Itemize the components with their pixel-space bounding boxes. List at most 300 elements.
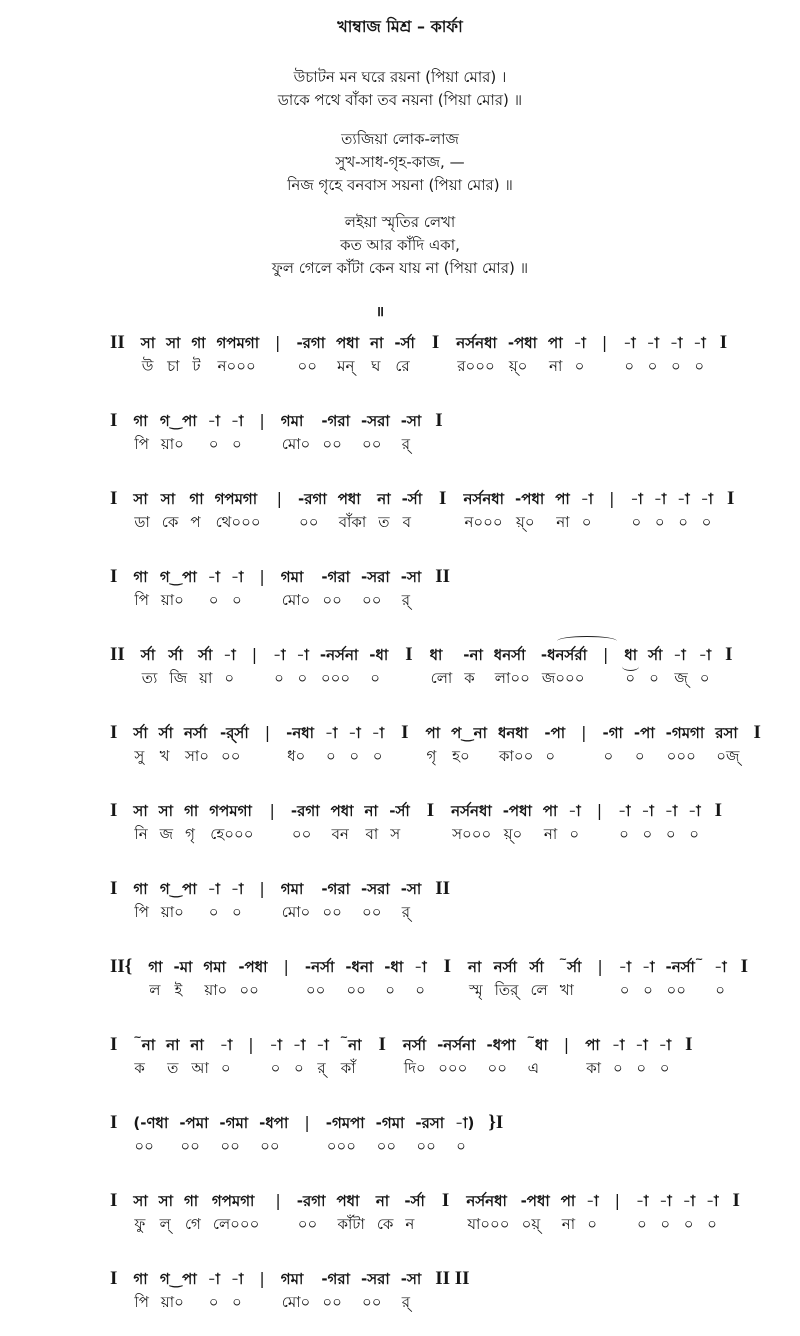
note-text: ~ধা: [526, 1032, 548, 1054]
note-cell: [133, 723, 147, 766]
note-cell: [430, 645, 453, 688]
note-cell: [231, 1269, 243, 1312]
note-cell: [642, 801, 654, 844]
grace-note-mark: ~: [339, 1032, 349, 1043]
bar-line: |: [275, 1191, 281, 1210]
lyric-syllable: বন: [331, 825, 349, 843]
lyric-syllable: ০০: [666, 981, 686, 999]
lyric-syllable: র্: [317, 1059, 326, 1077]
lyric-syllable: যা০০০: [467, 1215, 510, 1233]
lyric-syllable: পি: [134, 435, 149, 453]
note-cell: [647, 333, 659, 376]
lyric-syllable: ০০: [260, 1137, 280, 1155]
note-text: -া: [273, 646, 286, 664]
note-text: না: [166, 1036, 180, 1054]
note-cell: [401, 567, 421, 610]
note-cell: [361, 411, 390, 454]
note-cell: [270, 1035, 282, 1078]
bar-line: |: [259, 567, 265, 586]
notation-line: [110, 954, 800, 1000]
lyric-syllable: ০: [349, 747, 360, 765]
lyric-syllable: য়্০: [508, 357, 528, 375]
lyric-syllable: র্: [401, 1293, 411, 1311]
note-cell: [160, 1269, 197, 1312]
lyric-syllable: র্: [401, 435, 411, 453]
note-cell: [365, 801, 379, 844]
note-text: ধনধা: [497, 724, 529, 742]
lyric-syllable: ০: [671, 357, 681, 375]
note-cell: [376, 1113, 405, 1156]
note-cell: [189, 489, 203, 532]
note-text: পা: [555, 490, 570, 508]
note-text: র্সা: [168, 646, 183, 664]
note-cell: [543, 801, 558, 844]
note-text: র্সা: [158, 724, 173, 742]
lyric-syllable: ০০: [220, 1137, 240, 1155]
note-cell: [160, 567, 197, 610]
lyric-syllable: য়া০: [204, 981, 228, 999]
line-end-marker: II II: [435, 1268, 470, 1289]
note-text: -নর্সনা: [319, 646, 359, 664]
bar-line: |: [283, 957, 289, 976]
note-text: -গমগা: [665, 724, 705, 742]
note-cell: [208, 411, 220, 454]
note-text: -া: [325, 724, 338, 742]
note-cell: [281, 1269, 311, 1312]
lyric-syllable: সা০: [184, 747, 209, 765]
note-text: -া: [653, 490, 667, 508]
lyric-syllable: ০০: [362, 435, 382, 453]
lyric-syllable: না: [543, 825, 558, 843]
lyric-syllable: দি০: [403, 1059, 426, 1077]
note-text: গা: [191, 334, 206, 352]
note-cell: [345, 957, 373, 1000]
lyric-syllable: বাঁকা: [338, 513, 367, 531]
line-start-marker: I: [110, 1268, 118, 1289]
lyric-syllable: ০: [636, 1059, 647, 1077]
note-text: -া: [568, 802, 581, 820]
notation-line: [110, 801, 800, 844]
lyric-line: ত্যজিয়া লোক-লাজ: [341, 130, 459, 148]
note-cell: [286, 723, 314, 766]
note-cell: [198, 645, 212, 688]
note-cell: [305, 957, 334, 1000]
note-text: -া: [682, 1192, 696, 1210]
lyric-syllable: গৃ: [185, 825, 195, 843]
note-cell: [463, 645, 483, 688]
note-text: -সা: [400, 1270, 422, 1288]
note-cell: [133, 411, 148, 454]
note-text: নর্সনধা: [463, 490, 505, 508]
lyric-syllable: য়া০: [160, 1293, 184, 1311]
lyric-syllable: ০: [715, 981, 726, 999]
lyric-syllable: উ: [141, 357, 154, 375]
note-text: র্সা: [648, 646, 663, 664]
note-cell: [217, 333, 260, 376]
note-cell: [184, 1191, 201, 1234]
section-marker: I: [426, 800, 435, 821]
notation-line: [110, 411, 800, 454]
note-text: -া: [636, 1192, 649, 1210]
note-text: নর্সা: [183, 724, 208, 742]
note-text: -র্সা: [404, 1192, 425, 1210]
line-start-marker: I: [110, 1190, 118, 1211]
verse-separator-mark: ॥: [375, 304, 385, 320]
lyric-syllable: কাঁ: [340, 1059, 356, 1077]
lyric-syllable: খা: [559, 981, 574, 999]
lyric-syllable: পি: [134, 903, 149, 921]
note-text: -া: [371, 724, 385, 742]
lyric-syllable: না: [556, 513, 570, 531]
note-cell: [220, 1035, 232, 1078]
note-cell: [209, 801, 253, 844]
note-cell: [555, 489, 570, 532]
note-cell: [612, 1035, 624, 1078]
note-cell: [336, 333, 359, 376]
note-text: -পধা: [520, 1192, 550, 1210]
note-text: -র্সা: [401, 490, 423, 508]
note-text: -গরা: [321, 880, 350, 898]
note-cell: [325, 723, 337, 766]
grace-note-mark: ~: [133, 1032, 142, 1043]
lyric-syllable: লো: [430, 669, 453, 687]
note-text: গা: [133, 880, 148, 898]
notation-line: [110, 645, 800, 688]
note-text: -া: [207, 1270, 221, 1288]
lyric-syllable: কা: [586, 1059, 602, 1077]
note-text: -া: [316, 1036, 329, 1054]
note-cell: [456, 333, 497, 376]
note-text: -না: [463, 646, 483, 664]
note-cell: [208, 879, 220, 922]
note-cell: [494, 957, 519, 1000]
lyric-syllable: ০: [659, 1059, 670, 1077]
lyric-syllable: ০: [654, 513, 665, 531]
note-cell: [466, 1191, 509, 1234]
note-text: র্সা: [140, 646, 156, 664]
lyric-syllable: ০০: [299, 513, 319, 531]
lyric-syllable: ০০০: [666, 747, 696, 765]
bar-line: |: [259, 879, 265, 898]
note-cell: [402, 489, 422, 532]
note-text: সা: [166, 334, 181, 352]
lyric-line: সুখ-সাধ-গৃহ-কাজ, —: [335, 153, 465, 171]
lyric-syllable: ল্: [159, 1215, 171, 1233]
note-text: -গমপা: [325, 1114, 365, 1132]
lyric-syllable: লা০০: [494, 669, 530, 687]
note-text: পধা: [336, 1192, 360, 1210]
lyric-syllable: য়া০: [160, 435, 184, 453]
note-cell: [133, 1032, 156, 1078]
note-cell: [133, 567, 148, 610]
note-cell: [659, 1035, 671, 1078]
note-cell: [297, 645, 309, 688]
note-text: -র্র্সা: [219, 724, 249, 742]
page-title: খাম্বাজ মিশ্র – কার্ফা: [337, 17, 463, 36]
note-text: সা: [133, 802, 148, 820]
note-text: -পধা: [515, 490, 545, 508]
note-cell: [521, 1191, 550, 1234]
note-cell: [508, 333, 537, 376]
note-text: -া: [673, 646, 686, 664]
note-text: সা: [158, 802, 173, 820]
note-cell: [321, 411, 350, 454]
note-text: গ‿পা: [159, 568, 197, 586]
note-text: পা: [548, 334, 563, 352]
note-cell: [133, 879, 148, 922]
note-cell: [336, 1191, 364, 1234]
bar-line: |: [597, 957, 603, 976]
note-text: -পা: [633, 724, 655, 742]
lyric-syllable: ০: [208, 1293, 219, 1311]
lyric-syllable: ন: [405, 1215, 415, 1233]
line-end-marker: I: [740, 956, 749, 977]
note-text: -সরা: [361, 1270, 390, 1288]
note-cell: [231, 567, 243, 610]
note-text: নর্সা: [402, 1036, 427, 1054]
lyric-syllable: মো০: [281, 903, 311, 921]
note-cell: [544, 723, 565, 766]
note-cell: [665, 801, 677, 844]
note-cell: [503, 801, 532, 844]
lyric-syllable: ০: [678, 513, 688, 531]
note-cell: [603, 723, 623, 766]
lyric-syllable: ০: [699, 669, 710, 687]
note-text: গপমগা: [211, 1192, 255, 1210]
note-cell: [389, 801, 409, 844]
note-text: -গরা: [321, 1270, 350, 1288]
lyric-syllable: ০: [274, 669, 284, 687]
note-cell: [714, 957, 726, 1000]
bar-line: |: [259, 1269, 265, 1288]
lyric-syllable: মো০: [281, 591, 311, 609]
lyric-syllable: ০: [660, 1215, 671, 1233]
note-cell: [320, 645, 358, 688]
lyric-syllable: ক: [134, 1059, 145, 1077]
line-start-marker: II: [110, 332, 125, 353]
note-cell: [688, 801, 700, 844]
note-text: র্সা: [133, 724, 148, 742]
note-text: -া: [618, 958, 632, 976]
note-text: গমা: [280, 568, 304, 586]
note-cell: [133, 1113, 168, 1156]
note-cell: [331, 801, 354, 844]
note-cell: [624, 645, 637, 688]
note-cell: [159, 723, 173, 766]
note-text: -া: [688, 802, 701, 820]
note-text: -মা: [173, 958, 193, 976]
note-cell: [166, 1035, 179, 1078]
note-cell: [326, 1113, 365, 1156]
note-cell: [231, 879, 243, 922]
note-cell: [168, 645, 187, 688]
note-cell: [281, 879, 311, 922]
note-cell: [203, 957, 227, 1000]
note-cell: [321, 567, 350, 610]
note-text: গপমগা: [214, 490, 258, 508]
note-text: না: [468, 958, 482, 976]
note-text: গা: [189, 490, 204, 508]
note-cell: [372, 723, 384, 766]
note-cell: [212, 1191, 260, 1234]
note-cell: [160, 411, 197, 454]
note-cell: [238, 957, 267, 1000]
lyric-syllable: ০: [372, 747, 383, 765]
note-text: -া: [207, 880, 221, 898]
notation-line: [110, 333, 800, 376]
bar-line: |: [614, 1191, 621, 1210]
lyric-syllable: ০০০: [320, 669, 351, 687]
lyric-syllable: র০০০: [457, 357, 495, 375]
notation-line: [110, 567, 800, 610]
note-cell: [623, 333, 635, 376]
note-text: র্সা: [529, 958, 544, 976]
lyric-syllable: ০০: [346, 981, 366, 999]
lyrics-stanza: [0, 211, 800, 280]
note-cell: [361, 1269, 390, 1312]
note-text: -গরা: [321, 412, 350, 430]
lyric-syllable: মো০: [281, 435, 311, 453]
lyric-syllable: কে: [161, 513, 179, 531]
bar-line: |: [275, 333, 281, 352]
note-cell: [468, 957, 483, 1000]
lyric-syllable: কা০০: [498, 747, 534, 765]
section-marker: I: [401, 722, 409, 743]
lyric-syllable: সু: [134, 747, 145, 765]
note-cell: [561, 1191, 576, 1234]
note-text: গ‿পা: [159, 880, 197, 898]
lyric-syllable: জ্: [674, 669, 688, 687]
note-cell: [179, 1113, 208, 1156]
note-cell: [529, 957, 547, 1000]
note-text: -া: [698, 646, 712, 664]
note-text: -া: [573, 334, 586, 352]
lyric-syllable: ০: [665, 825, 676, 843]
note-cell: [568, 801, 580, 844]
lyric-syllable: ০: [232, 1293, 242, 1311]
note-cell: [384, 957, 403, 1000]
note-cell: [369, 645, 388, 688]
lyric-syllable: ০: [569, 825, 580, 843]
note-text: পা: [425, 724, 441, 742]
note-text: গ‿পা: [159, 1270, 197, 1288]
note-text: সা: [160, 490, 176, 508]
lyric-syllable: য়্০: [516, 513, 535, 531]
note-text: গা: [148, 958, 163, 976]
lyric-syllable: ন০০০: [217, 357, 256, 375]
note-cell: [706, 1191, 718, 1234]
lyric-syllable: কাঁটা: [337, 1215, 365, 1233]
note-text: -পা: [544, 724, 566, 742]
lyric-syllable: এ: [527, 1059, 540, 1077]
grace-note-mark: ~: [694, 954, 704, 965]
lyric-syllable: ০: [603, 747, 614, 765]
lyric-syllable: র্: [401, 591, 411, 609]
lyric-syllable: ০: [647, 357, 658, 375]
note-cell: [215, 489, 261, 532]
note-text: ~না: [339, 1032, 362, 1054]
lyric-syllable: ০: [370, 669, 381, 687]
note-text: -র্সা: [394, 334, 415, 352]
note-text: -া: [612, 1036, 625, 1054]
bar-line: |: [251, 645, 258, 664]
note-cell: [585, 1035, 601, 1078]
note-cell: [574, 333, 586, 376]
note-text: -া: [296, 646, 309, 664]
note-text: -পধা: [238, 958, 268, 976]
note-text: ধা: [624, 646, 638, 664]
note-text: -া: [207, 412, 221, 430]
lyric-syllable: না: [549, 357, 563, 375]
note-cell: [159, 801, 173, 844]
bar-line: |: [602, 645, 609, 664]
note-text: র্সা: [198, 646, 213, 664]
line-end-marker: I: [435, 410, 443, 431]
lyric-syllable: ০: [574, 357, 585, 375]
lyric-syllable: লে০০০: [212, 1215, 260, 1233]
note-text: -া: [231, 412, 244, 430]
note-text: (-ণধা: [133, 1114, 169, 1132]
note-text: গপমগা: [209, 802, 252, 820]
line-start-marker: I: [110, 800, 118, 821]
line-end-marker: I: [685, 1034, 693, 1055]
note-cell: [219, 1113, 248, 1156]
line-end-marker: I: [726, 488, 735, 509]
note-cell: [161, 489, 179, 532]
note-cell: [586, 1191, 598, 1234]
note-cell: [618, 801, 630, 844]
note-cell: [293, 1035, 305, 1078]
section-marker: I: [441, 1190, 450, 1211]
note-cell: [548, 333, 563, 376]
line-start-marker: I: [110, 566, 118, 587]
lyric-syllable: ০০: [322, 591, 342, 609]
lyric-syllable: ০০: [180, 1137, 200, 1155]
lyric-syllable: ০: [232, 591, 242, 609]
note-cell: [401, 411, 421, 454]
note-cell: [404, 1191, 424, 1234]
note-text: -রগা: [290, 802, 320, 820]
note-text: পধা: [337, 490, 361, 508]
lyric-syllable: ০: [208, 435, 219, 453]
lyric-syllable: ০জ্: [716, 747, 740, 765]
note-text: ধা: [429, 646, 443, 664]
line-start-marker: II{: [110, 956, 133, 977]
note-text: -া: [646, 334, 660, 352]
note-cell: [296, 333, 325, 376]
note-text: -পমা: [179, 1114, 209, 1132]
lyric-syllable: ০: [631, 513, 642, 531]
note-cell: [581, 489, 593, 532]
lyrics-stanza: [0, 128, 800, 197]
note-cell: [361, 567, 390, 610]
lyric-syllable: ০০: [362, 591, 382, 609]
note-cell: [166, 333, 180, 376]
line-end-marker: II: [435, 878, 451, 899]
note-cell: [339, 1032, 362, 1078]
lyric-syllable: ফু: [134, 1215, 146, 1233]
lyric-syllable: ০: [637, 1215, 647, 1233]
notation-block: [0, 333, 800, 1312]
note-text: -রসা: [415, 1114, 445, 1132]
note-text: নর্সনধা: [466, 1192, 507, 1210]
lyric-line: উচাটন মন ঘরে রয়না (পিয়া মোর) ।: [293, 68, 507, 86]
note-text: পা: [560, 1192, 576, 1210]
lyric-syllable: ০: [208, 591, 219, 609]
note-cell: [670, 333, 682, 376]
lyric-syllable: ০: [232, 903, 242, 921]
lyric-syllable: ০: [587, 1215, 598, 1233]
